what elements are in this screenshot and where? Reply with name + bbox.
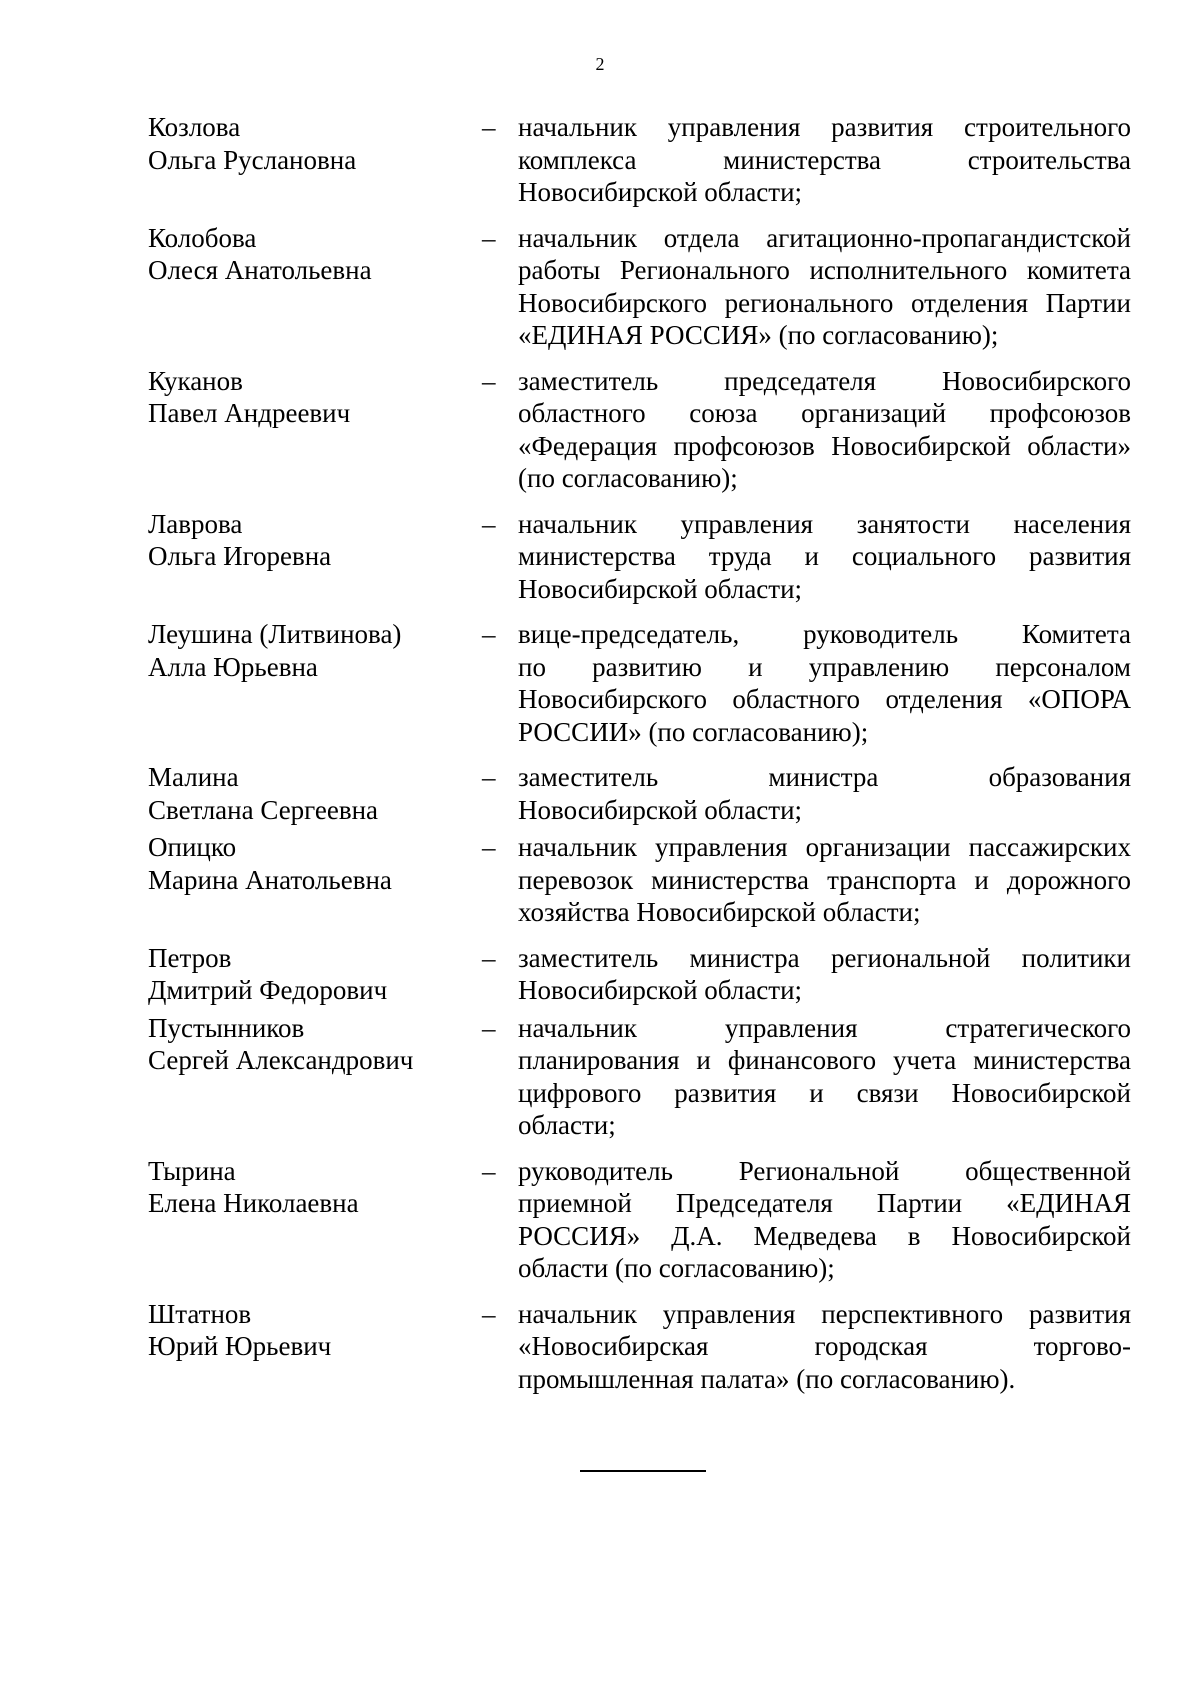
member-given-names: Сергей Александрович: [148, 1045, 414, 1075]
member-role-line: областного союза организаций профсоюзов: [518, 398, 1131, 428]
member-role-line: «Федерация профсоюзов Новосибирской области»: [518, 430, 1131, 461]
member-role: [518, 618, 1131, 748]
dash-separator: –: [482, 112, 496, 142]
member-entry: [148, 831, 1136, 929]
member-given-names: Елена Николаевна: [148, 1188, 359, 1218]
member-role-line: цифрового развития и связи Новосибирской: [518, 1077, 1131, 1108]
member-role-line: комплекса министерства строительства: [518, 144, 1131, 175]
member-role-line: Новосибирской области;: [518, 794, 803, 825]
member-surname: Куканов: [148, 365, 243, 396]
member-surname: Петров: [148, 942, 232, 973]
member-role-line: РОССИИ» (по согласованию);: [518, 716, 869, 747]
member-name: [148, 1012, 478, 1077]
member-role: [518, 111, 1131, 209]
member-role: [518, 508, 1131, 606]
member-role-line: начальник отдела агитационно-пропагандистской: [518, 222, 1131, 253]
dash-separator: –: [482, 365, 496, 396]
member-role-line: заместитель председателя Новосибирского: [518, 365, 1131, 396]
member-entry: [148, 1012, 1136, 1142]
member-entry: [148, 222, 1136, 352]
member-entry: [148, 1298, 1136, 1396]
member-given-names: Дмитрий Федорович: [148, 975, 388, 1005]
members-list: [148, 111, 1136, 1395]
member-surname: Лаврова: [148, 508, 243, 539]
member-role-line: приемной Председателя Партии «ЕДИНАЯ: [518, 1188, 1131, 1218]
member-role: [518, 1155, 1131, 1285]
member-role: [518, 761, 1131, 826]
member-role-line: хозяйства Новосибирской области;: [518, 897, 921, 927]
member-role-line: начальник управления организации пассажирских: [518, 832, 1131, 862]
member-role-line: перевозок министерства транспорта и дорожного: [518, 864, 1131, 895]
member-name: [148, 831, 478, 896]
member-name: [148, 1298, 478, 1363]
member-role-line: Новосибирского областного отделения «ОПОРА: [518, 684, 1131, 714]
member-given-names: Юрий Юрьевич: [148, 1331, 332, 1361]
member-entry: [148, 618, 1136, 748]
member-given-names: Олеся Анатольевна: [148, 255, 372, 285]
member-role-line: заместитель министра региональной политики: [518, 942, 1131, 973]
member-name: [148, 942, 478, 1007]
member-surname: Колобова: [148, 222, 257, 253]
member-role-line: Новосибирской области;: [518, 975, 803, 1005]
member-entry: [148, 761, 1136, 826]
member-role-line: руководитель Региональной общественной: [518, 1155, 1131, 1186]
member-given-names: Ольга Руслановна: [148, 144, 357, 175]
dash-separator: –: [482, 1012, 496, 1043]
member-role-line: области;: [518, 1110, 616, 1140]
dash-separator: –: [482, 942, 496, 973]
member-role: [518, 365, 1131, 495]
dash-separator: –: [482, 222, 496, 253]
member-name: [148, 111, 478, 176]
dash-separator: –: [482, 619, 496, 649]
end-of-document-line: [580, 1470, 706, 1472]
member-role: [518, 222, 1131, 352]
member-name: [148, 618, 478, 683]
member-role: [518, 942, 1131, 1007]
member-name: [148, 1155, 478, 1220]
member-name: [148, 365, 478, 430]
member-entry: [148, 111, 1136, 209]
member-surname: Штатнов: [148, 1298, 252, 1329]
member-given-names: Алла Юрьевна: [148, 651, 318, 682]
member-given-names: Ольга Игоревна: [148, 541, 332, 571]
dash-separator: –: [482, 832, 496, 862]
member-name: [148, 508, 478, 573]
member-role-line: вице-председатель, руководитель Комитета: [518, 619, 1131, 649]
member-surname: Пустынников: [148, 1012, 305, 1043]
dash-separator: –: [482, 762, 496, 792]
member-given-names: Марина Анатольевна: [148, 864, 392, 895]
member-role-line: работы Регионального исполнительного комитета: [518, 255, 1131, 285]
member-role-line: планирования и финансового учета министерства: [518, 1045, 1131, 1075]
member-role-line: по развитию и управлению персоналом: [518, 651, 1131, 682]
member-name: [148, 761, 478, 826]
member-entry: [148, 1155, 1136, 1285]
member-given-names: Павел Андреевич: [148, 398, 351, 428]
member-entry: [148, 365, 1136, 495]
member-role-line: «Новосибирская городская торгово-: [518, 1331, 1131, 1361]
member-role-line: начальник управления занятости населения: [518, 508, 1131, 539]
member-role: [518, 1012, 1131, 1142]
member-role-line: области (по согласованию);: [518, 1253, 835, 1283]
dash-separator: –: [482, 508, 496, 539]
page-number: 2: [595, 54, 605, 74]
member-role-line: начальник управления перспективного развития: [518, 1298, 1131, 1329]
member-role-line: заместитель министра образования: [518, 762, 1131, 792]
member-surname: Леушина (Литвинова): [148, 619, 402, 649]
member-role-line: начальник управления развития строительного: [518, 112, 1131, 142]
dash-separator: –: [482, 1155, 496, 1186]
member-role-line: Новосибирского регионального отделения Партии: [518, 287, 1131, 318]
member-role: [518, 1298, 1131, 1396]
member-surname: Козлова: [148, 112, 241, 142]
member-entry: [148, 942, 1136, 1007]
member-role-line: Новосибирской области;: [518, 177, 803, 207]
member-role-line: Новосибирской области;: [518, 573, 803, 604]
dash-separator: –: [482, 1298, 496, 1329]
member-surname: Тырина: [148, 1155, 236, 1186]
member-role-line: промышленная палата» (по согласованию).: [518, 1363, 1016, 1394]
member-role-line: министерства труда и социального развития: [518, 541, 1131, 571]
member-role-line: «ЕДИНАЯ РОССИЯ» (по согласованию);: [518, 320, 999, 350]
member-role-line: (по согласованию);: [518, 463, 738, 493]
member-given-names: Светлана Сергеевна: [148, 794, 379, 825]
member-role-line: начальник управления стратегического: [518, 1012, 1131, 1043]
member-role: [518, 831, 1131, 929]
member-role-line: РОССИЯ» Д.А. Медведева в Новосибирской: [518, 1220, 1131, 1251]
member-entry: [148, 508, 1136, 606]
member-surname: Опицко: [148, 832, 237, 862]
member-name: [148, 222, 478, 287]
member-surname: Малина: [148, 762, 239, 792]
